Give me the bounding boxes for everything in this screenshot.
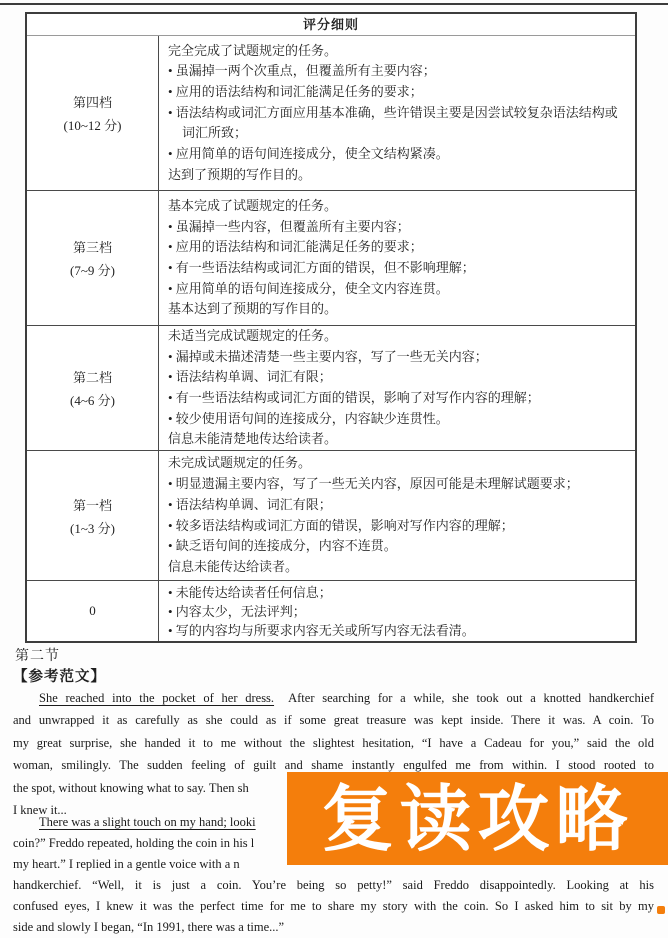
essay-line: confused eyes, I knew it was the perfect time for me to share my story with the coin. So I asked him to sit by my	[13, 899, 654, 913]
band3-criteria-cell	[159, 191, 635, 325]
criteria-line: 完全完成了试题规定的任务。	[168, 42, 338, 58]
criteria-line: • 明显遗漏主要内容，写了一些无关内容，原因可能是未理解试题要求；	[168, 476, 579, 492]
rubric-title: 评分细则	[27, 14, 635, 36]
scoring-rubric-table	[25, 12, 637, 643]
criteria-line: • 写的内容均与所要求内容无关或所写内容无法看清。	[168, 622, 475, 638]
essay-line	[13, 687, 654, 709]
band2-label-cell	[27, 326, 159, 450]
band1-criteria-cell	[159, 451, 635, 580]
criteria-line: 达到了预期的写作目的。	[168, 166, 312, 182]
criteria-line: • 语法结构单调、词汇有限；	[168, 369, 332, 385]
rubric-row-zero	[27, 581, 635, 641]
band-label: 0	[89, 603, 96, 618]
band2-criteria-cell	[159, 326, 635, 450]
criteria-line: 未完成试题规定的任务。	[168, 455, 312, 471]
criteria-line: • 语法结构或词汇方面应用基本准确，些许错误主要是因尝试较复杂语法结构或词汇所致；	[168, 104, 618, 141]
band-score: (7~9 分)	[70, 263, 115, 278]
criteria-line: 信息未能传达给读者。	[168, 558, 299, 574]
essay-text: After searching for a while, she took out a knotted handkerchief	[288, 691, 654, 705]
essay-line: coin?” Freddo repeated, holding the coin in his l	[13, 836, 255, 850]
section-heading: 第二节	[15, 649, 60, 664]
criteria-line: • 内容太少，无法评判；	[168, 603, 306, 619]
criteria-line: • 缺乏语句间的连接成分，内容不连贯。	[168, 538, 397, 554]
band-score: (1~3 分)	[70, 520, 115, 536]
criteria-line: • 虽漏掉一些内容，但覆盖所有主要内容；	[168, 218, 410, 234]
essay-line: my great surprise, she handed it to me without the slightest hesitation, “I have a Cadeau for you,” said the old	[13, 735, 654, 750]
essay-line: my heart.” I replied in a gentle voice with a n	[13, 857, 240, 871]
criteria-line: • 应用简单的语句间连接成分，使全文结构紧凑。	[168, 146, 449, 162]
rubric-row-band1	[27, 451, 635, 581]
banner-dot-artifact	[657, 906, 665, 914]
reference-essay-heading: 【参考范文】	[13, 669, 106, 685]
criteria-line: • 应用的语法结构和词汇能满足任务的要求；	[168, 83, 423, 99]
band-label: 第三档	[72, 240, 112, 255]
rubric-row-band3	[27, 191, 635, 326]
underlined-sentence: There was a slight touch on my hand; looki	[39, 815, 256, 829]
criteria-line: • 有一些语法结构或词汇方面的错误，但不影响理解；	[168, 260, 475, 275]
criteria-line: 未适当完成试题规定的任务。	[168, 327, 338, 343]
underlined-sentence: She reached into the pocket of her dress.	[39, 691, 275, 705]
criteria-line: • 语法结构单调、词汇有限；	[168, 496, 332, 512]
essay-line: the spot, without knowing what to say. Then sh	[13, 780, 249, 795]
criteria-line: • 有一些语法结构或词汇方面的错误，影响了对写作内容的理解；	[168, 390, 540, 405]
criteria-line: 基本完成了试题规定的任务。	[168, 197, 338, 213]
rubric-row-band4	[27, 36, 635, 191]
watermark-banner	[287, 772, 668, 865]
band-score: (4~6 分)	[70, 393, 115, 408]
band0-criteria-cell	[159, 581, 635, 641]
essay-line: I knew it...	[13, 802, 67, 817]
essay-line: woman, smilingly. The sudden feeling of guilt and shame instantly engulfed me from within. I stood rooted to	[13, 758, 654, 773]
criteria-line: 信息未能清楚地传达给读者。	[168, 431, 338, 447]
watermark-text: 复读攻略	[321, 776, 634, 861]
rubric-row-band2	[27, 326, 635, 451]
criteria-line: • 虽漏掉一两个次重点，但覆盖所有主要内容；	[168, 63, 436, 79]
criteria-line: • 应用的语法结构和词汇能满足任务的要求；	[168, 239, 423, 255]
band1-label-cell	[27, 451, 159, 580]
band4-criteria-cell	[159, 36, 635, 190]
essay-line: and unwrapped it as carefully as she could as if some great treasure was kept inside. There it was. A coin. To	[13, 713, 654, 728]
criteria-line: 基本达到了预期的写作目的。	[168, 301, 338, 317]
essay-line: side and slowly I began, “In 1991, there was a time...”	[13, 920, 285, 934]
criteria-line: • 应用简单的语句间连接成分，使全文内容连贯。	[168, 280, 449, 296]
band-label: 第一档	[72, 497, 112, 513]
band-label: 第四档	[72, 95, 112, 110]
criteria-line: • 漏掉或未描述清楚一些主要内容，写了一些无关内容；	[168, 348, 488, 364]
criteria-line: • 较少使用语句间的连接成分，内容缺少连贯性。	[168, 410, 449, 426]
band3-label-cell	[27, 191, 159, 325]
band-label: 第二档	[72, 370, 112, 385]
band0-label-cell	[27, 581, 159, 641]
criteria-line: • 较多语法结构或词汇方面的错误，影响对写作内容的理解；	[168, 517, 514, 533]
band-score: (10~12 分)	[63, 118, 122, 133]
criteria-line: • 未能传达给读者任何信息；	[168, 584, 332, 600]
band4-label-cell	[27, 36, 159, 190]
page-top-rule	[0, 3, 668, 5]
essay-line: handkerchief. “Well, it is just a coin. You’re being so petty!” said Freddo disappointedly. Looking at his	[13, 878, 654, 892]
